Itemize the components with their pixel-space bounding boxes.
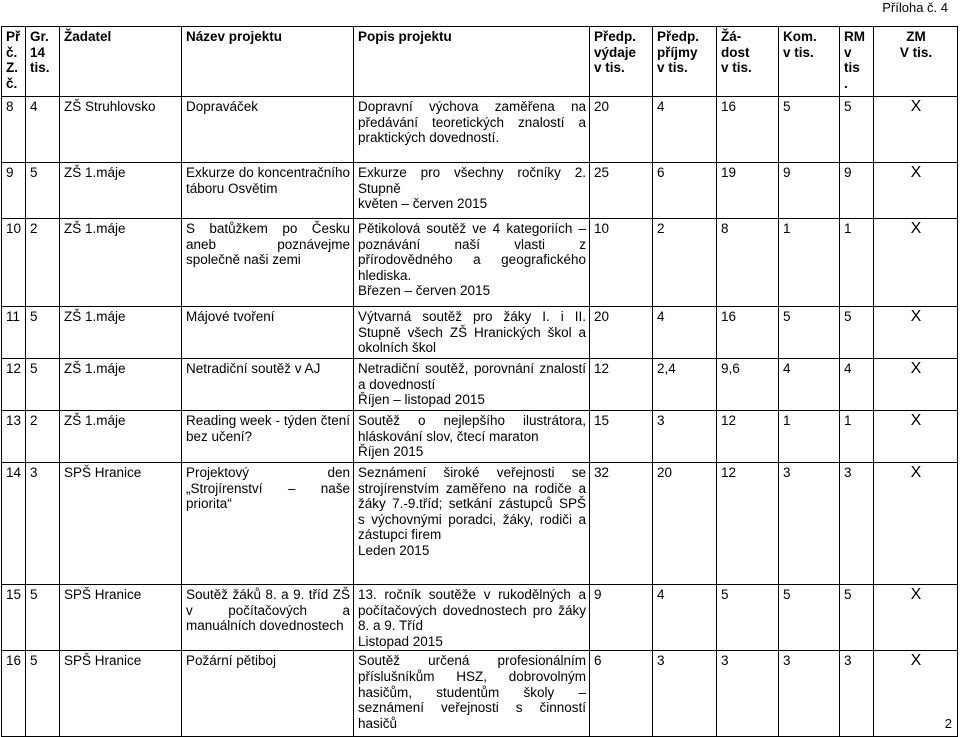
- cell-gr: 5: [26, 359, 60, 411]
- cell-rm: 5: [840, 307, 874, 359]
- cell-inc: 3: [653, 651, 717, 737]
- cell-exp: 10: [590, 219, 653, 307]
- cell-desc: Seznámení široké veřejnosti se strojírenstvím zaměřeno na rodiče a žáky 7.-9.tříd; setkání zástupců SPŠ s výchovnými poradci, žáky, rodiči a zástupci firem Leden 2015: [354, 463, 590, 585]
- cell-exp: 32: [590, 463, 653, 585]
- cell-pc: 14: [2, 463, 26, 585]
- cell-gr: 2: [26, 411, 60, 463]
- cell-zm: X: [874, 307, 958, 359]
- cell-pc: 16: [2, 651, 26, 737]
- cell-gr: 4: [26, 97, 60, 163]
- cell-name: Soutěž žáků 8. a 9. tříd ZŠ v počítačových a manuálních dovednostech: [182, 585, 354, 651]
- cell-exp: 15: [590, 411, 653, 463]
- cell-desc: Exkurze pro všechny ročníky 2. Stupně květen – červen 2015: [354, 163, 590, 219]
- cell-rm: 1: [840, 219, 874, 307]
- table-row: [2, 585, 958, 651]
- cell-rm: 5: [840, 585, 874, 651]
- cell-name: Projektový den „Strojírenství – naše priorita“: [182, 463, 354, 585]
- cell-zm: X: [874, 585, 958, 651]
- cell-name: Májové tvoření: [182, 307, 354, 359]
- cell-desc: Netradiční soutěž, porovnání znalostí a dovedností Říjen – listopad 2015: [354, 359, 590, 411]
- annex-label: Příloha č. 4: [882, 0, 948, 15]
- cell-name: Reading week - týden čtení bez učení?: [182, 411, 354, 463]
- cell-kom: 9: [779, 163, 840, 219]
- header-expenses: Předp. výdaje v tis.: [590, 27, 653, 97]
- page-number: 2: [944, 716, 952, 731]
- cell-rm: 9: [840, 163, 874, 219]
- cell-desc: 13. ročník soutěže v rukodělných a počítačových dovednostech pro žáky 8. a 9. Tříd Listopad 2015: [354, 585, 590, 651]
- cell-req: 16: [717, 97, 779, 163]
- table-row: [2, 411, 958, 463]
- cell-kom: 3: [779, 463, 840, 585]
- cell-gr: 5: [26, 585, 60, 651]
- cell-applicant: ZŠ 1.máje: [60, 219, 182, 307]
- header-applicant: Žadatel: [60, 27, 182, 97]
- cell-exp: 25: [590, 163, 653, 219]
- cell-rm: 3: [840, 463, 874, 585]
- cell-pc: 13: [2, 411, 26, 463]
- cell-exp: 6: [590, 651, 653, 737]
- header-pc: Př č. Z. č.: [2, 27, 26, 97]
- cell-inc: 4: [653, 307, 717, 359]
- cell-rm: 5: [840, 97, 874, 163]
- cell-req: 9,6: [717, 359, 779, 411]
- cell-pc: 12: [2, 359, 26, 411]
- cell-applicant: SPŠ Hranice: [60, 585, 182, 651]
- cell-exp: 9: [590, 585, 653, 651]
- cell-zm: X: [874, 163, 958, 219]
- table-row: [2, 219, 958, 307]
- cell-req: 12: [717, 411, 779, 463]
- cell-kom: 5: [779, 585, 840, 651]
- cell-name: Požární pětiboj: [182, 651, 354, 737]
- cell-applicant: SPŠ Hranice: [60, 463, 182, 585]
- cell-rm: 1: [840, 411, 874, 463]
- cell-pc: 9: [2, 163, 26, 219]
- cell-applicant: ZŠ 1.máje: [60, 307, 182, 359]
- table-row: [2, 97, 958, 163]
- header-name: Název projektu: [182, 27, 354, 97]
- cell-gr: 5: [26, 163, 60, 219]
- cell-rm: 4: [840, 359, 874, 411]
- cell-applicant: ZŠ 1.máje: [60, 359, 182, 411]
- cell-inc: 6: [653, 163, 717, 219]
- cell-name: Exkurze do koncentračního táboru Osvětim: [182, 163, 354, 219]
- cell-applicant: ZŠ 1.máje: [60, 163, 182, 219]
- cell-exp: 20: [590, 97, 653, 163]
- cell-kom: 1: [779, 219, 840, 307]
- cell-gr: 5: [26, 307, 60, 359]
- cell-inc: 20: [653, 463, 717, 585]
- cell-kom: 3: [779, 651, 840, 737]
- cell-kom: 1: [779, 411, 840, 463]
- cell-desc: Pětikolová soutěž ve 4 kategoriích – poznávání naší vlasti z přírodovědného a geografického hlediska. Březen – červen 2015: [354, 219, 590, 307]
- cell-zm: X: [874, 97, 958, 163]
- projects-table: [1, 26, 958, 737]
- header-rm: RM v tis .: [840, 27, 874, 97]
- cell-inc: 4: [653, 585, 717, 651]
- header-desc: Popis projektu: [354, 27, 590, 97]
- cell-desc: Soutěž určená profesionálním příslušníkům HSZ, dobrovolným hasičům, studentům školy – seznámení veřejnosti s činností hasičů: [354, 651, 590, 737]
- cell-zm: X: [874, 411, 958, 463]
- cell-req: 12: [717, 463, 779, 585]
- cell-req: 19: [717, 163, 779, 219]
- cell-exp: 20: [590, 307, 653, 359]
- cell-name: Netradiční soutěž v AJ: [182, 359, 354, 411]
- header-zm: ZM V tis.: [874, 27, 958, 97]
- cell-exp: 12: [590, 359, 653, 411]
- cell-zm: X: [874, 651, 958, 737]
- cell-name: Dopraváček: [182, 97, 354, 163]
- cell-kom: 5: [779, 97, 840, 163]
- cell-pc: 8: [2, 97, 26, 163]
- cell-applicant: ZŠ Struhlovsko: [60, 97, 182, 163]
- cell-gr: 2: [26, 219, 60, 307]
- cell-zm: X: [874, 463, 958, 585]
- table-row: [2, 463, 958, 585]
- cell-name: S batůžkem po Česku aneb poznávejme společně naši zemi: [182, 219, 354, 307]
- cell-req: 3: [717, 651, 779, 737]
- cell-gr: 5: [26, 651, 60, 737]
- table-row: [2, 359, 958, 411]
- cell-desc: Výtvarná soutěž pro žáky I. i II. Stupně všech ZŠ Hranických škol a okolních škol: [354, 307, 590, 359]
- header-kom: Kom. v tis.: [779, 27, 840, 97]
- cell-req: 5: [717, 585, 779, 651]
- table-row: [2, 307, 958, 359]
- cell-inc: 4: [653, 97, 717, 163]
- cell-rm: 3: [840, 651, 874, 737]
- cell-pc: 11: [2, 307, 26, 359]
- cell-desc: Soutěž o nejlepšího ilustrátora, hláskování slov, čtecí maraton Říjen 2015: [354, 411, 590, 463]
- header-gr: Gr. 14 tis.: [26, 27, 60, 97]
- cell-kom: 5: [779, 307, 840, 359]
- cell-inc: 3: [653, 411, 717, 463]
- cell-gr: 3: [26, 463, 60, 585]
- header-income: Předp. příjmy v tis.: [653, 27, 717, 97]
- cell-pc: 10: [2, 219, 26, 307]
- cell-inc: 2: [653, 219, 717, 307]
- cell-applicant: SPŠ Hranice: [60, 651, 182, 737]
- cell-inc: 2,4: [653, 359, 717, 411]
- cell-applicant: ZŠ 1.máje: [60, 411, 182, 463]
- table-row: [2, 163, 958, 219]
- header-row: [2, 27, 958, 97]
- cell-zm: X: [874, 359, 958, 411]
- cell-desc: Dopravní výchova zaměřena na předávání teoretických znalostí a praktických dovedností.: [354, 97, 590, 163]
- header-request: Žá- dost v tis.: [717, 27, 779, 97]
- cell-zm: X: [874, 219, 958, 307]
- cell-pc: 15: [2, 585, 26, 651]
- cell-req: 16: [717, 307, 779, 359]
- table-row: [2, 651, 958, 737]
- cell-kom: 4: [779, 359, 840, 411]
- cell-req: 8: [717, 219, 779, 307]
